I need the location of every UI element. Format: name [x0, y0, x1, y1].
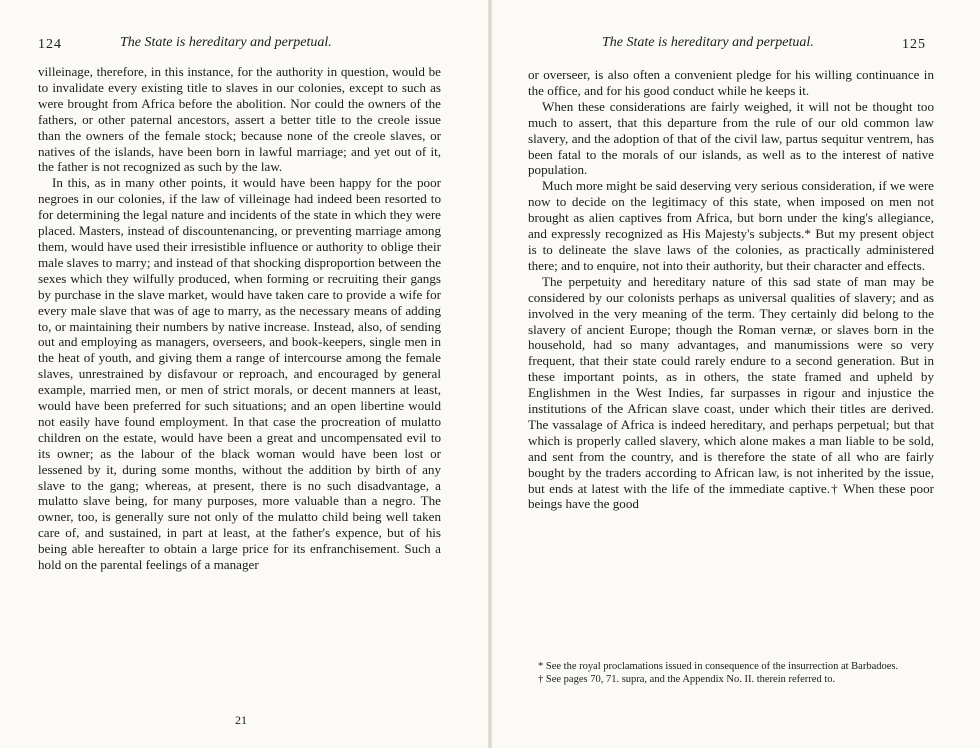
running-head: The State is hereditary and perpetual. — [120, 35, 332, 50]
paragraph: In this, as in many other points, it would have been happy for the poor negroes in our colonies, if the law of villeinage had indeed been resorted to for determining the legal nature and incidents of the state in which they were placed. Masters, instead of discountenancing, or preventing marriage among them, would have used their irresistible influence or authority to oblige their male slaves to marry; and instead of that shocking disproportion between the sexes which they wilfully produced, when forming or recruiting their gangs by purchase in the slave market, would have taken care to provide a wife for every male slave that was of age to marry, as the necessary means of adding to, or maintaining their numbers by native increase. Instead, also, of sending out and employing as managers, overseers, and book-keepers, single men in the heat of youth, and giving them a range of intercourse among the female slaves, unrestrained by disfavour or reproach, and encouraged by general example, married men, or men of strict morals, or decent manners at least, would have been preferred for such situations; and an open libertine would not easily have found employment. In that case the procreation of mulatto children on the estate, would have been a great and uncompensated evil to its owner; as the labour of the black woman would have been lost or lessened by it, during some months, without the addition by birth of any slave to the gang; whereas, at present, there is no such disadvantage, a mulatto slave being, for many purposes, more valuable than a negro. The owner, too, is generally sure not only of the mulatto child being well taken care of, and sustained, in part at least, at the father's expence, but of his being able hereafter to obtain a large price for its enfranchisement. Such a hold on the parental feelings of a manager — [38, 175, 441, 573]
body-text — [38, 64, 441, 573]
paragraph: When these considerations are fairly weighed, it will not be thought too much to assert, that this departure from the rule of our old common law slavery, and the adoption of that of the civil law, partus sequitur ventrem, has been fatal to the morals of our islands, as well as to the interest of native population. — [528, 98, 934, 178]
signature-mark: 21 — [235, 713, 247, 727]
paragraph: or overseer, is also often a convenient pledge for his willing continuance in the office, and for his good conduct while he keeps it. — [528, 67, 934, 98]
page-number: 124 — [38, 37, 62, 52]
body-text — [528, 67, 934, 512]
footnotes — [528, 660, 932, 686]
right-page — [490, 0, 980, 748]
running-head: The State is hereditary and perpetual. — [602, 35, 814, 50]
footnote: * See the royal proclamations issued in consequence of the insurrection at Barbadoes. — [538, 661, 899, 672]
footnote: † See pages 70, 71. supra, and the Appendix No. II. therein referred to. — [538, 674, 836, 686]
paragraph: villeinage, therefore, in this instance, for the authority in question, would be to invalidate every existing title to slaves in our colonies, except to such as were brought from Africa before the abolition. Nor could the owners of the fathers, or other paternal ancestors, assert a better title to the creole issue than the owners of the female stock; because none of the creole slaves, or natives of the islands, have been born in lawful marriage; and yet out of it, the father is not recognized as such by the law. — [38, 64, 441, 175]
paragraph: The perpetuity and hereditary nature of this sad state of man may be considered by our colonists perhaps as universal qualities of slavery; and as involved in the very meaning of the term. They certainly did belong to the slavery of ancient Europe; though the Roman vernæ, or slaves born in the household, had so many advantages, and manumissions were so very frequent, that their state could rarely endure to a second generation. But in these important points, as in others, the state framed and upheld by Englishmen in the West Indies, far surpasses in rigour and injustice the institutions of the African slave coast, under which their titles are derived. The vassalage of Africa is indeed hereditary, and perhaps perpetual; but that which is properly called slavery, which alone makes a man liable to be sold, and sent from the country, and is therefore the state of all who are fairly bought by the traders according to African law, is not inherited by the issue, but ends at latest with the life of the immediate captive.† When these poor beings have the good — [528, 273, 934, 512]
paragraph: Much more might be said deserving very serious consideration, if we were now to decide on the legitimacy of this state, when imposed on men not brought as alien captives from Africa, but born under the king's allegiance, and expressly recognized as His Majesty's subjects.* But my present object is to delineate the slave laws of the colonies, as practically administered there; and to enquire, not into their authority, but their character and effects. — [528, 178, 934, 273]
page-number: 125 — [902, 37, 926, 52]
